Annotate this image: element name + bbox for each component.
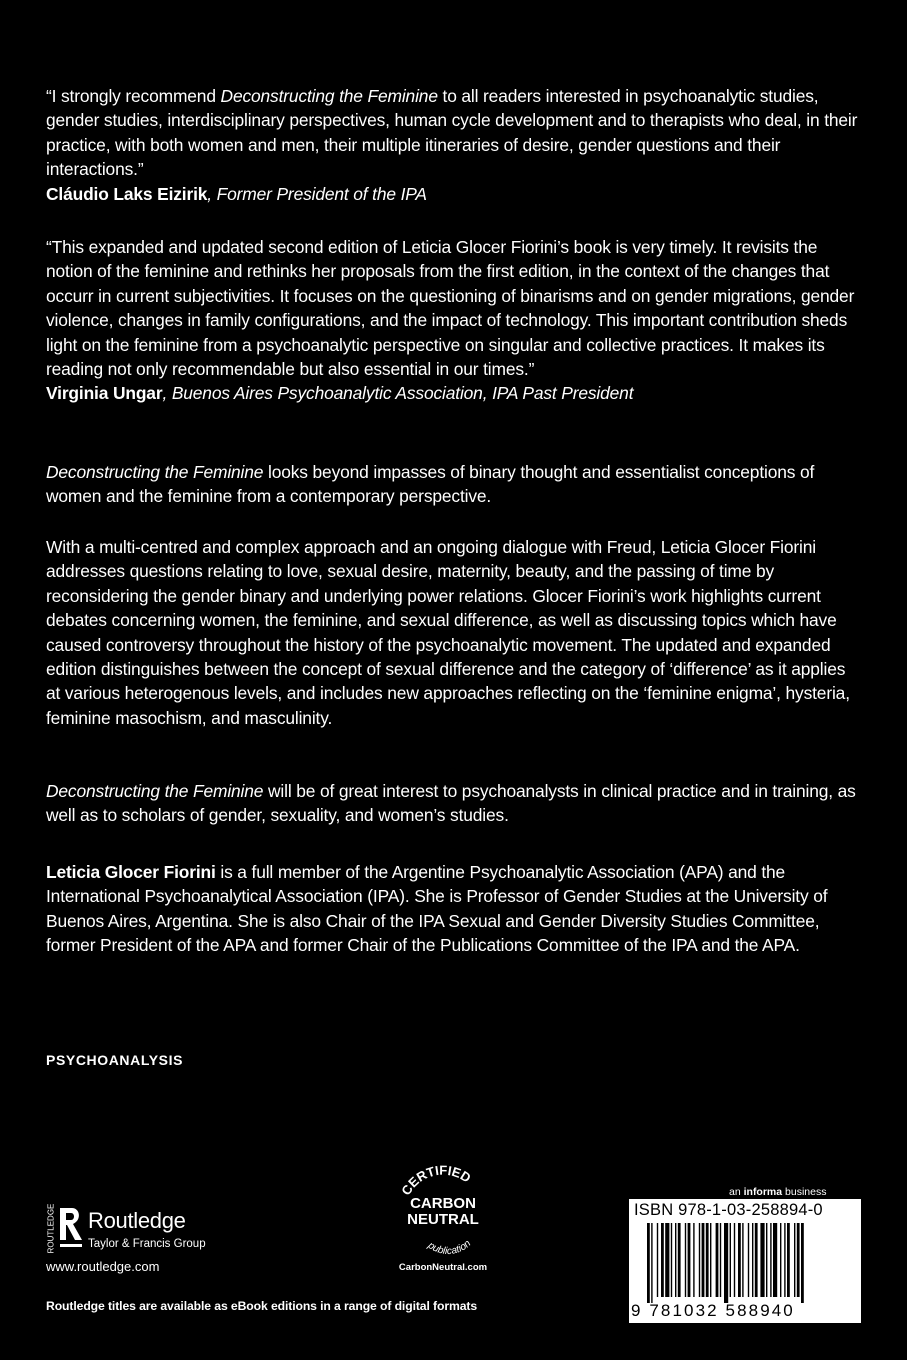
carbon-neutral-seal bbox=[388, 1162, 528, 1280]
author-bio: Leticia Glocer Fiorini is a full member of the Argentine Psychoanalytic Association (APA) and the International Psychoanalytical Association (IPA). She is Professor of Gender Studies at the University of Buenos Aires, Argentina. She is also Chair of the IPA Sexual and Gender Diversity Studies Committee, former President of the APA and former Chair of the Publications Committee of the IPA and the APA. bbox=[46, 862, 828, 956]
barcode-bar bbox=[748, 1223, 749, 1297]
barcode-bar bbox=[688, 1223, 691, 1297]
barcode-bar bbox=[770, 1223, 771, 1297]
barcode-bar bbox=[710, 1223, 711, 1297]
blurb-paragraph-1: Deconstructing the Feminine looks beyond impasses of binary thought and essentialist conceptions of women and the feminine from a contemporary perspective. bbox=[46, 462, 815, 507]
barcode-bar bbox=[724, 1223, 728, 1303]
barcode-bar bbox=[675, 1223, 676, 1297]
svg-text:CERTIFIED: CERTIFIED bbox=[398, 1162, 474, 1198]
review-1-author: Cláudio Laks Eizirik bbox=[46, 183, 208, 204]
carbon-neutral-url: CarbonNeutral.com bbox=[398, 1262, 488, 1273]
isbn-label: ISBN 978-1-03-258894-0 bbox=[634, 1201, 823, 1219]
barcode-bar bbox=[678, 1223, 681, 1297]
svg-text:NEUTRAL: NEUTRAL bbox=[407, 1211, 479, 1228]
review-2-attribution: Virginia Ungar, Buenos Aires Psychoanalytic Association, IPA Past President bbox=[46, 383, 634, 404]
barcode-bar bbox=[773, 1223, 777, 1297]
review-2-quote: “This expanded and updated second edition of Leticia Glocer Fiorini’s book is very timely. It revisits the notion of the feminine and rethinks her proposals from the first edition, in the context of the changes that occurr in current subjectivities. It focuses on the questioning of binarisms and on gender migrations, gender violence, changes in family configurations, and the impact of technology. This important contribution sheds light on the feminine from a psychoanalytic perspective on singular and collective practices. It makes its reading not only recommendable but also essential in our times.” bbox=[46, 237, 855, 380]
barcode-bar bbox=[752, 1223, 753, 1297]
informa-line: an informa business bbox=[729, 1186, 827, 1198]
barcode-bar bbox=[730, 1223, 731, 1297]
carbon-neutral-icon bbox=[388, 1162, 498, 1262]
barcode-bar bbox=[780, 1223, 781, 1297]
isbn-barcode-box bbox=[629, 1199, 861, 1323]
barcode-bar bbox=[661, 1223, 664, 1297]
barcode-bar bbox=[702, 1223, 705, 1297]
barcode-bar bbox=[734, 1223, 735, 1297]
barcode-bar bbox=[755, 1223, 758, 1297]
barcode-bar bbox=[801, 1223, 804, 1303]
barcode-bar bbox=[706, 1223, 709, 1297]
barcode-bar bbox=[760, 1223, 764, 1297]
barcode-bar bbox=[720, 1223, 721, 1297]
barcode-bar bbox=[647, 1223, 650, 1303]
publisher-name: Routledge bbox=[88, 1208, 186, 1233]
publisher-url: www.routledge.com bbox=[46, 1259, 160, 1274]
review-2 bbox=[46, 235, 862, 406]
barcode-bar bbox=[665, 1223, 669, 1297]
barcode-bar bbox=[797, 1223, 800, 1297]
barcode-bar bbox=[794, 1223, 795, 1297]
barcode-bar bbox=[671, 1223, 672, 1297]
blurb-paragraph-3: Deconstructing the Feminine will be of great interest to psychoanalysts in clinical practice and in training, as well as to scholars of gender, sexuality, and women’s studies. bbox=[46, 781, 856, 826]
barcode-icon bbox=[647, 1223, 843, 1303]
blurb-paragraph-2: With a multi-centred and complex approach and an ongoing dialogue with Freud, Leticia Glocer Fiorini addresses questions relating to love, sexual desire, maternity, beauty, and the passing of time by reconsidering the gender binary and underlying power relations. Glocer Fiorini’s work highlights current debates concerning women, the feminine, and sexual difference, as well as discussing topics which have caused controversy throughout the history of the psychoanalytic movement. The updated and expanded edition distinguishes between the concept of sexual difference and the category of ‘difference’ as it applies at various heterogenous levels, and includes new approaches reflecting on the ‘feminine enigma’, hysteria, feminine masochism, and masculinity. bbox=[46, 537, 850, 728]
barcode-bar bbox=[693, 1223, 694, 1297]
svg-text:CARBON: CARBON bbox=[410, 1195, 476, 1212]
barcode-bar bbox=[657, 1223, 658, 1297]
routledge-logo bbox=[44, 1203, 224, 1256]
barcode-bar bbox=[738, 1223, 741, 1297]
review-1-quote: “I strongly recommend Deconstructing the Feminine to all readers interested in psychoanalytic studies, gender studies, interdisciplinary perspectives, human cycle development and to therapists who deal, in their practice, with both women and men, their multiple itineraries of desire, gender questions and their interactions.” bbox=[46, 86, 858, 180]
routledge-vertical-wordmark: ROUTLEDGE bbox=[46, 1203, 56, 1254]
barcode-bar bbox=[699, 1223, 700, 1297]
review-1-attribution: Cláudio Laks Eizirik, Former President of the IPA bbox=[46, 183, 427, 204]
routledge-r-icon bbox=[58, 1206, 84, 1256]
review-1 bbox=[46, 84, 862, 206]
publisher-group: Taylor & Francis Group bbox=[88, 1238, 206, 1250]
barcode-bar bbox=[716, 1223, 719, 1297]
barcode-bar bbox=[651, 1223, 652, 1303]
barcode-digits: 9 781032 588940 bbox=[631, 1301, 795, 1320]
barcode-bar bbox=[742, 1223, 743, 1297]
author-name: Leticia Glocer Fiorini bbox=[46, 862, 216, 882]
svg-text:publication: publication bbox=[425, 1238, 474, 1258]
barcode-bar bbox=[685, 1223, 686, 1297]
ebook-note: Routledge titles are available as eBook editions in a range of digital formats bbox=[46, 1299, 478, 1313]
barcode-bar bbox=[784, 1223, 785, 1297]
subject-category: PSYCHOANALYSIS bbox=[46, 1052, 184, 1068]
review-2-author: Virginia Ungar bbox=[46, 383, 163, 404]
barcode-bar bbox=[787, 1223, 790, 1297]
barcode-bar bbox=[766, 1223, 767, 1297]
